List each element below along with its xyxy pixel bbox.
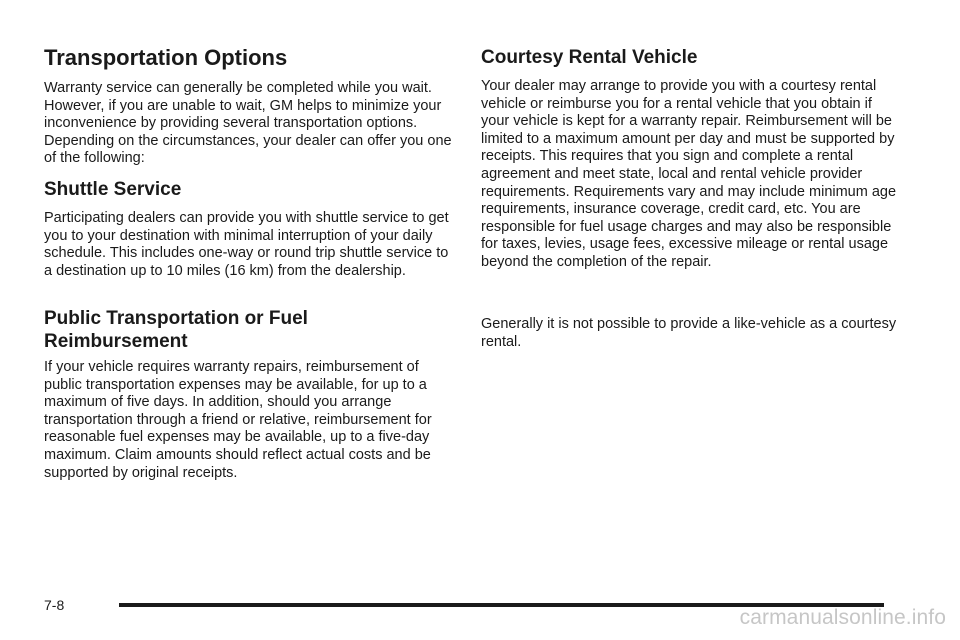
watermark: carmanualsonline.info (739, 606, 946, 629)
intro-paragraph: Warranty service can generally be completed while you wait. However, if you are unable to wait, GM helps to minimize your inconvenience by providing several transportation options. Depending on the circumstances, your dealer can offer you one of the following: (44, 80, 452, 167)
public-transportation-heading: Public Transportation or Fuel Reimbursement (44, 308, 308, 352)
shuttle-service-paragraph: Participating dealers can provide you with shuttle service to get you to your destination with minimal interruption of your daily schedule. This includes one-way or round trip shuttle service to a destination up to 10 miles (16 km) from the dealership. (44, 210, 449, 279)
public-transportation-paragraph: If your vehicle requires warranty repairs, reimbursement of public transportation expenses may be available, for up to a maximum of five days. In addition, should you arrange transportation through a friend or relative, reimbursement for reasonable fuel expenses may be available, up to a five-day maximum. Claim amounts should reflect actual costs and be supported by original receipts. (44, 359, 432, 481)
courtesy-rental-paragraph: Your dealer may arrange to provide you with a courtesy rental vehicle or reimburse you for a rental vehicle that you obtain if your vehicle is kept for a warranty repair. Reimbursement will be limited to a maximum amount per day and must be supported by receipts. This requires that you sign and complete a rental agreement and meet state, local and rental vehicle provider requirements. Requirements vary and may include minimum age requirements, insurance coverage, credit card, etc. You are responsible for fuel usage charges and may also be responsible for taxes, levies, usage fees, excessive mileage or rental usage beyond the completion of the repair. (481, 78, 897, 270)
shuttle-service-heading: Shuttle Service (44, 179, 182, 200)
courtesy-rental-heading: Courtesy Rental Vehicle (481, 47, 698, 68)
page-number: 7-8 (44, 597, 65, 613)
page-title: Transportation Options (44, 45, 288, 70)
courtesy-rental-note: Generally it is not possible to provide a like-vehicle as a courtesy rental. (481, 316, 897, 350)
